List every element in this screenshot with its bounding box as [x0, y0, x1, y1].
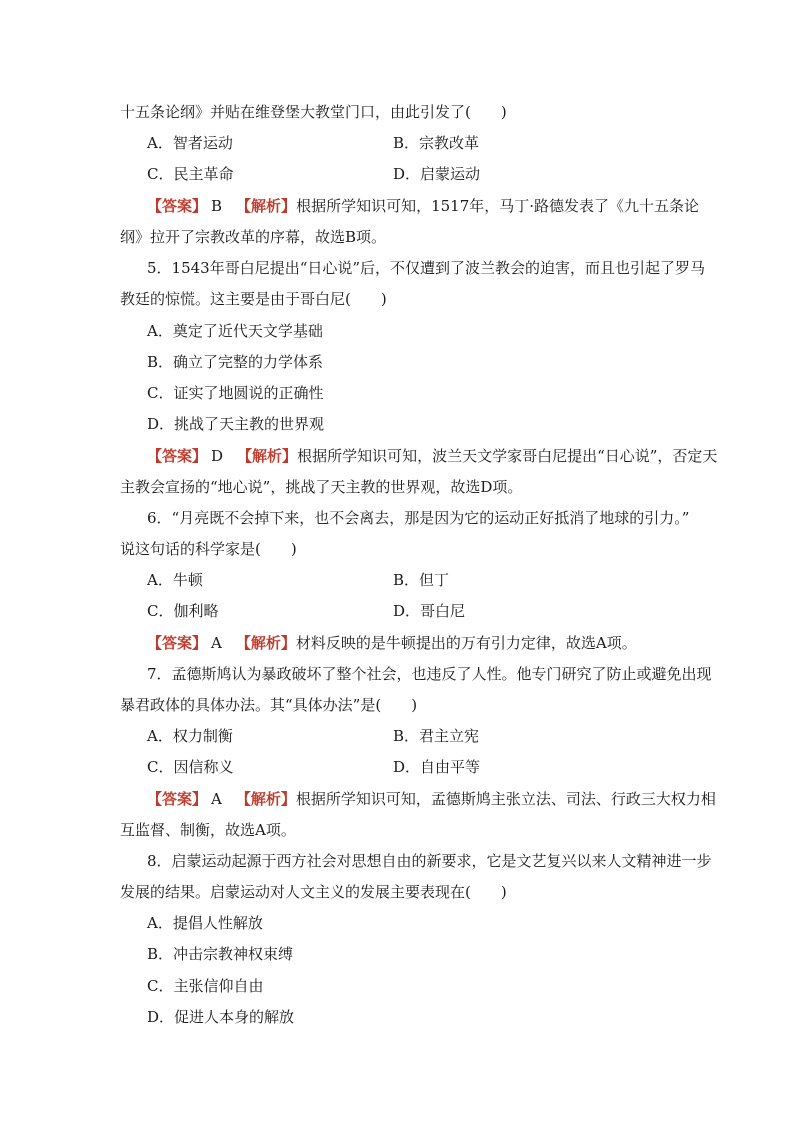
q4-option-c: C．民主革命 [147, 165, 234, 183]
q8-option-b: B．冲击宗教神权束缚 [147, 945, 294, 963]
q5-stem-line-1: 5．1543年哥白尼提出“日心说”后，不仅遭到了波兰教会的迫害，而且也引起了罗马 [147, 259, 706, 277]
q7-analysis-text-1: 根据所学知识可知，孟德斯鸠主张立法、司法、行政三大权力相 [295, 790, 716, 808]
q4-stem-continuation: 十五条论纲》并贴在维登堡大教堂门口，由此引发了( ) [120, 103, 507, 121]
q6-answer-line [147, 632, 637, 654]
answer-label: 【答案】 [147, 790, 208, 808]
q4-analysis-text-2: 纲》拉开了宗教改革的序幕，故选B项。 [120, 228, 387, 246]
q4-option-b: B．宗教改革 [393, 134, 480, 152]
q6-stem-line-1: 6．“月亮既不会掉下来，也不会离去，那是因为它的运动正好抵消了地球的引力。” [147, 509, 690, 527]
analysis-label: 【解析】 [235, 634, 296, 652]
q8-stem-line-2: 发展的结果。启蒙运动对人文主义的发展主要表现在( ) [120, 883, 507, 901]
q5-option-d: D．挑战了天主教的世界观 [147, 415, 325, 433]
q8-option-d: D．促进人本身的解放 [147, 1008, 295, 1026]
q8-option-c: C．主张信仰自由 [147, 977, 264, 995]
q7-option-a: A．权力制衡 [147, 727, 233, 745]
q4-option-a: A．智者运动 [147, 134, 233, 152]
q7-option-c: C．因信称义 [147, 758, 234, 776]
q7-option-b: B．君主立宪 [393, 727, 480, 745]
analysis-label: 【解析】 [237, 447, 298, 465]
q5-option-a: A．奠定了近代天文学基础 [147, 322, 323, 340]
q7-answer-line [147, 788, 716, 810]
q7-answer-value: A [211, 790, 222, 808]
answer-label: 【答案】 [147, 197, 208, 215]
q7-analysis-text-2: 互监督、制衡，故选A项。 [120, 821, 296, 839]
q6-answer-value: A [211, 634, 222, 652]
q6-option-b: B．但丁 [393, 571, 450, 589]
q6-analysis-text-1: 材料反映的是牛顿提出的万有引力定律，故选A项。 [295, 634, 637, 652]
analysis-label: 【解析】 [236, 197, 297, 215]
q5-option-c: C．证实了地圆说的正确性 [147, 384, 324, 402]
answer-label: 【答案】 [147, 634, 208, 652]
q6-option-c: C．伽利略 [147, 602, 219, 620]
q5-analysis-text-1: 根据所学知识可知，波兰天文学家哥白尼提出“日心说”，否定天 [297, 447, 718, 465]
q6-option-a: A．牛顿 [147, 571, 203, 589]
answer-label: 【答案】 [147, 447, 208, 465]
q4-analysis-text-1: 根据所学知识可知，1517年，马丁·路德发表了《九十五条论 [296, 197, 700, 215]
q4-answer-line [147, 195, 699, 217]
q4-option-d: D．启蒙运动 [393, 165, 481, 183]
q5-analysis-text-2: 主教会宣扬的“地心说”，挑战了天主教的世界观，故选D项。 [120, 478, 523, 496]
q8-option-a: A．提倡人性解放 [147, 914, 263, 932]
q6-stem-line-2: 说这句话的科学家是( ) [120, 540, 297, 558]
q7-stem-line-2: 暴君政体的具体办法。其“具体办法”是( ) [120, 696, 418, 714]
q7-stem-line-1: 7．孟德斯鸠认为暴政破坏了整个社会，也违反了人性。他专门研究了防止或避免出现 [147, 665, 712, 683]
analysis-label: 【解析】 [235, 790, 296, 808]
q8-stem-line-1: 8．启蒙运动起源于西方社会对思想自由的新要求，它是文艺复兴以来人文精神进一步 [147, 852, 712, 870]
q7-option-d: D．自由平等 [393, 758, 481, 776]
q5-answer-value: D [211, 447, 224, 465]
q4-answer-value: B [211, 197, 223, 215]
q5-option-b: B．确立了完整的力学体系 [147, 353, 324, 371]
q5-stem-line-2: 教廷的惊慌。这主要是由于哥白尼( ) [120, 290, 387, 308]
q6-option-d: D．哥白尼 [393, 602, 466, 620]
q5-answer-line [147, 445, 717, 467]
